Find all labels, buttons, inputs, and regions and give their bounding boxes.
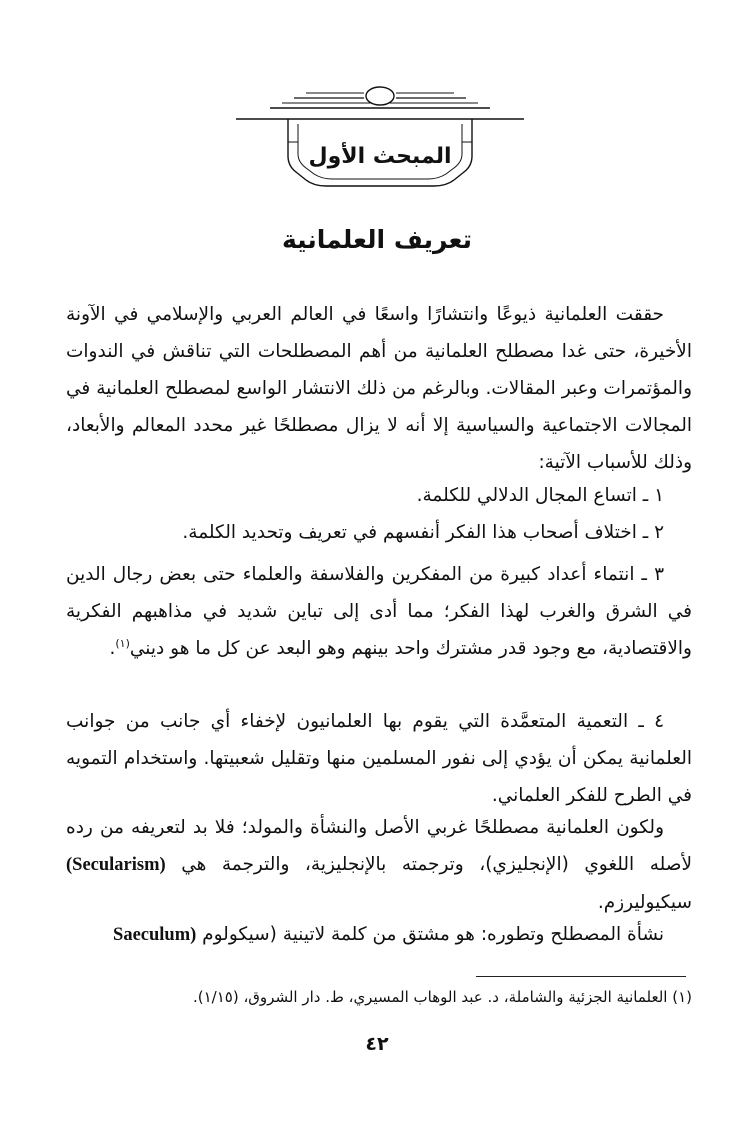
paragraph-end: . <box>109 638 116 659</box>
footnote-marker: (١) <box>115 636 130 650</box>
paragraph-text: ٢ ـ اختلاف أصحاب هذا الفكر أنفسهم في تعريف وتحديد الكلمة. <box>182 522 664 543</box>
page-number: ٤٢ <box>365 1033 389 1055</box>
footnote: (١) العلمانية الجزئية والشاملة، د. عبد الوهاب المسيري، ط. دار الشروق، (١/١٥). <box>192 988 692 1006</box>
reason-item-2 <box>66 514 692 551</box>
paragraph-text: ٤ ـ التعمية المتعمَّدة التي يقوم بها العلمانيون لإخفاء أي جانب من جوانب العلمانية يمكن أن يؤدي إلى نفور المسلمين منها وتقليل شعبيتها. واستخدام التمويه في الطرح للفكر العلماني. <box>66 711 692 806</box>
section-heading: المبحث الأول <box>308 144 452 169</box>
page-title: تعريف العلمانية <box>281 225 473 254</box>
footnote-divider <box>476 976 686 977</box>
reason-item-1 <box>66 477 692 514</box>
latin-term-secularism: (Secularism) <box>66 855 166 875</box>
etymology-paragraph <box>66 916 692 954</box>
intro-paragraph <box>66 296 692 481</box>
paragraph-text: ولكون العلمانية مصطلحًا غربي الأصل والنشأة والمولد؛ فلا بد لتعريفه من رده لأصله اللغوي (الإنجليزي)، وترجمته بالإنجليزية، والترجمة هي <box>66 817 692 875</box>
reason-item-3 <box>66 556 692 667</box>
paragraph-text: سيكيوليرزم. <box>597 892 692 913</box>
paragraph-text: ٣ ـ انتماء أعداد كبيرة من المفكرين والفلاسفة والعلماء حتى بعض رجال الدين في الشرق والغرب لهذا الفكر؛ مما أدى إلى تباين شديد في مذاهبهم الفكرية والاقتصادية، مع وجود قدر مشترك واحد بينهم وهو البعد عن كل ما هو ديني <box>66 564 692 659</box>
reason-item-4 <box>66 703 692 814</box>
paragraph-text: نشأة المصطلح وتطوره: هو مشتق من كلمة لاتينية (سيكولوم <box>202 924 664 945</box>
origin-paragraph <box>66 809 692 921</box>
paragraph-text: حققت العلمانية ذيوعًا وانتشارًا واسعًا في العالم العربي والإسلامي في الآونة الأخيرة، حتى غدا مصطلح العلمانية من أهم المصطلحات التي تناقش في الندوات والمؤتمرات وعبر المقالات. وبالرغم من ذلك الانتشار الواسع لمصطلح العلمانية في المجالات الاجتماعية والسياسية إلا أنه لا يزال مصطلحًا غير محدد المعالم والأبعاد، وذلك للأسباب الآتية: <box>66 304 692 473</box>
paragraph-text: ١ ـ اتساع المجال الدلالي للكلمة. <box>416 485 664 506</box>
latin-term-saeculum: Saeculum) <box>113 925 197 945</box>
